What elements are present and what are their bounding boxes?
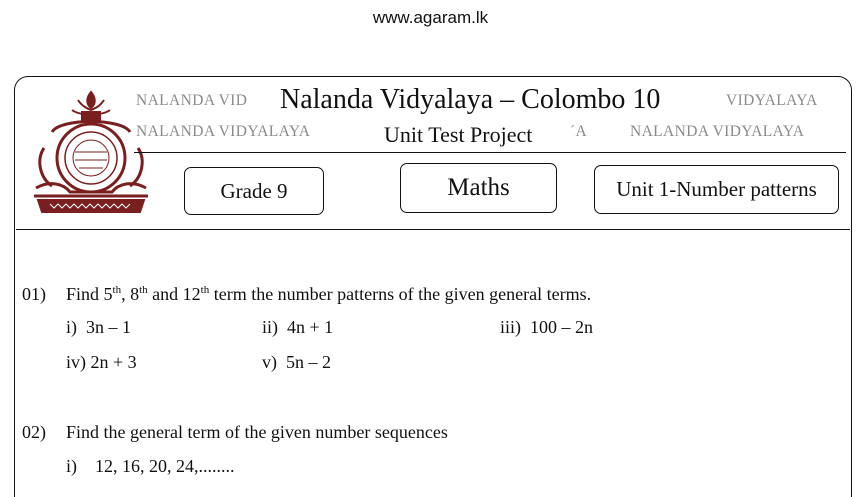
header-divider xyxy=(134,152,846,153)
watermark-text: NALANDA VIDYALAYA xyxy=(630,123,805,140)
grade-box: Grade 9 xyxy=(184,167,324,215)
watermark-text: VIDYALAYA xyxy=(726,92,818,109)
question-part: iv) 2n + 3 xyxy=(66,352,137,372)
page-subtitle: Unit Test Project xyxy=(384,122,533,147)
watermark-text: NALANDA VID xyxy=(136,92,248,109)
site-url[interactable]: www.agaram.lk xyxy=(372,8,489,27)
question-text: Find the general term of the given number sequences xyxy=(66,422,448,442)
school-crest-logo xyxy=(30,88,152,218)
question-number: 01) xyxy=(22,284,46,304)
question-part: i) 12, 16, 20, 24,........ xyxy=(66,456,235,476)
question-part: i) 3n – 1 xyxy=(66,317,131,337)
watermark-text: NALANDA VIDYALAYA xyxy=(136,123,311,140)
section-divider xyxy=(16,229,850,230)
school-name: Nalanda Vidyalaya – Colombo 10 xyxy=(276,84,664,116)
question-part: ii) 4n + 1 xyxy=(262,317,334,337)
question-part: iii) 100 – 2n xyxy=(500,317,593,337)
subject-box: Maths xyxy=(400,163,557,213)
unit-box: Unit 1-Number patterns xyxy=(594,165,839,214)
question-number: 02) xyxy=(22,422,46,442)
question-part: v) 5n – 2 xyxy=(262,352,331,372)
watermark-text: ´A xyxy=(570,123,588,140)
question-text: Find 5th, 8th and 12th term the number patterns of the given general terms. xyxy=(66,284,592,304)
